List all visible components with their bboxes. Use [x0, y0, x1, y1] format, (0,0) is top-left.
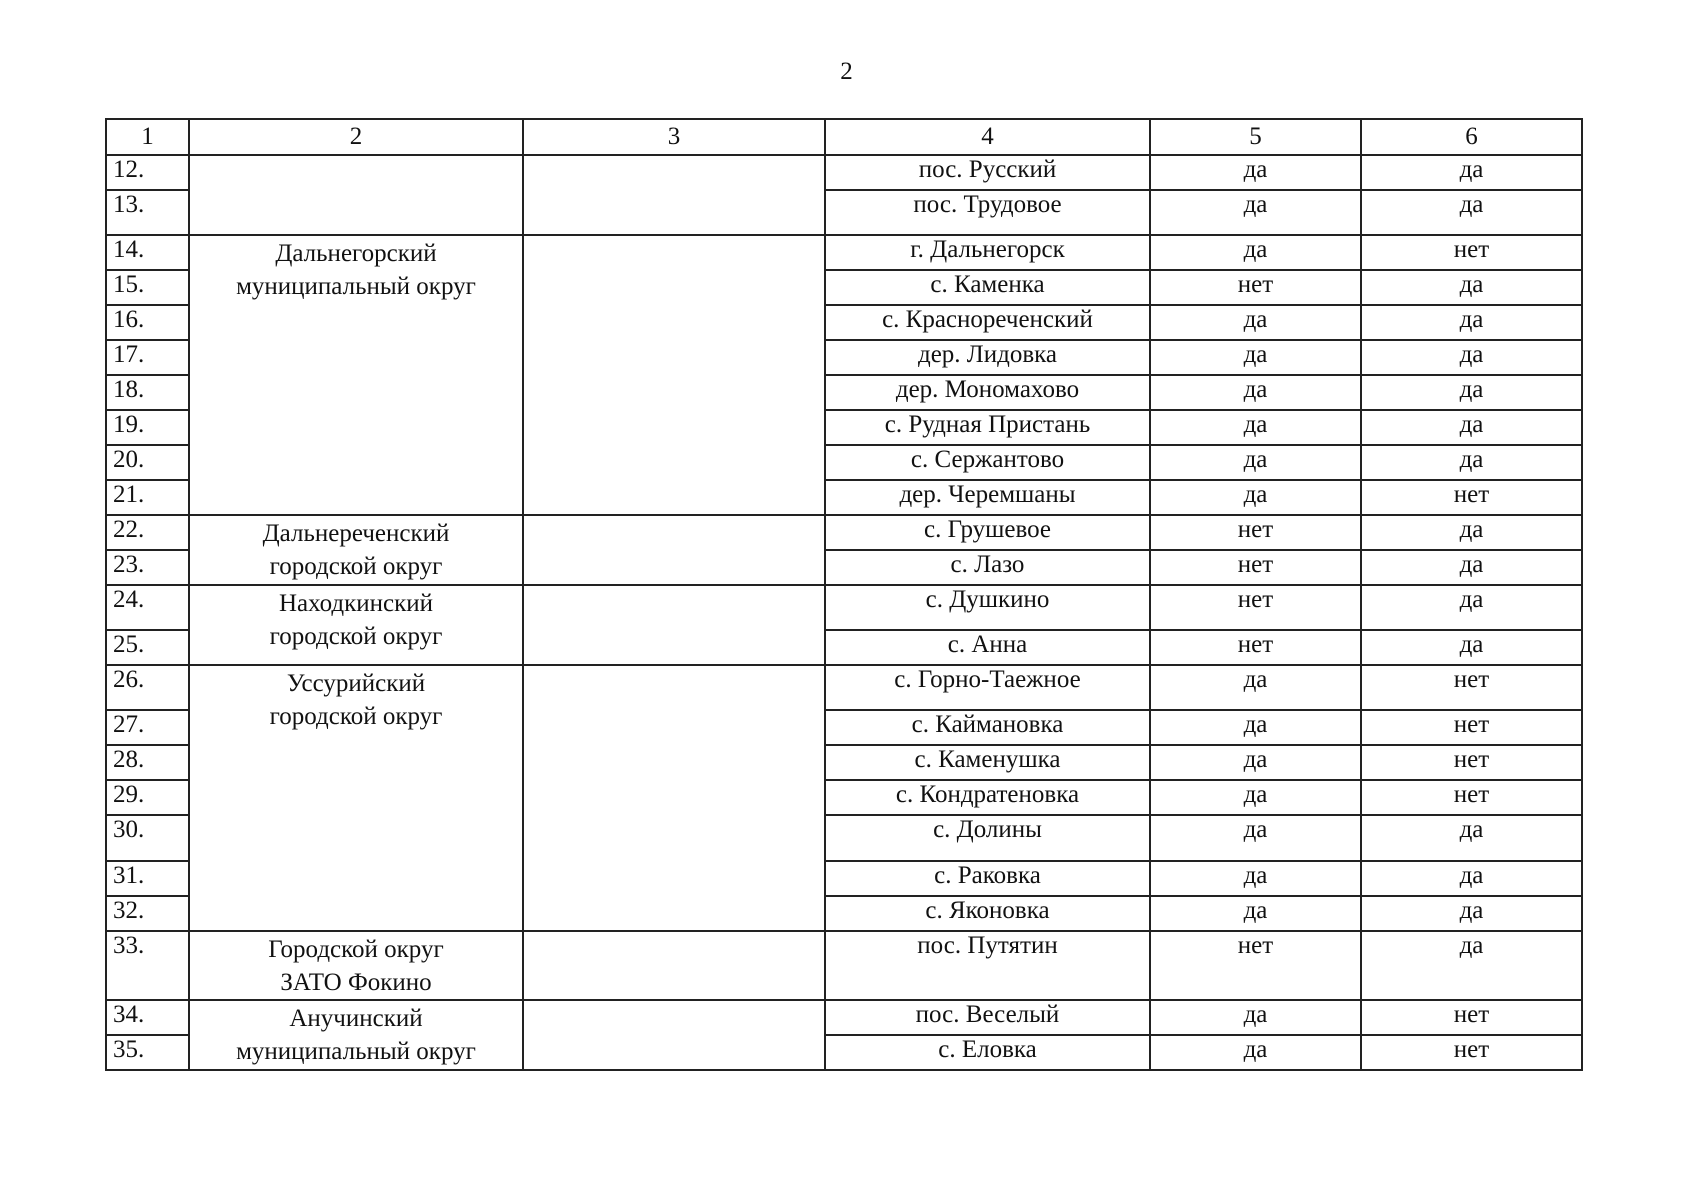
col5-cell: нет [1150, 630, 1361, 665]
row-number: 13. [106, 190, 189, 235]
col6-cell: да [1361, 375, 1582, 410]
row-number: 23. [106, 550, 189, 585]
col6-cell: да [1361, 515, 1582, 550]
empty-cell [523, 515, 825, 585]
col5-cell: да [1150, 235, 1361, 270]
col5-cell: да [1150, 305, 1361, 340]
col5-cell: да [1150, 710, 1361, 745]
row-number: 28. [106, 745, 189, 780]
col5-cell: нет [1150, 270, 1361, 305]
col6-cell: нет [1361, 480, 1582, 515]
row-number: 20. [106, 445, 189, 480]
col6-cell: нет [1361, 235, 1582, 270]
settlement-cell: с. Долины [825, 815, 1150, 861]
table-row [106, 931, 1582, 1000]
district-cell [189, 585, 523, 665]
col5-cell: да [1150, 375, 1361, 410]
col5-cell: да [1150, 410, 1361, 445]
row-number: 12. [106, 155, 189, 190]
col5-cell: да [1150, 155, 1361, 190]
row-number: 22. [106, 515, 189, 550]
header-cell-4: 4 [825, 119, 1150, 155]
col6-cell: нет [1361, 745, 1582, 780]
settlement-cell: пос. Русский [825, 155, 1150, 190]
col5-cell: да [1150, 445, 1361, 480]
header-cell-3: 3 [523, 119, 825, 155]
settlement-cell: с. Краснореченский [825, 305, 1150, 340]
settlement-cell: с. Раковка [825, 861, 1150, 896]
col5-cell: да [1150, 340, 1361, 375]
col6-cell: да [1361, 896, 1582, 931]
header-row [106, 119, 1582, 155]
col5-cell: нет [1150, 585, 1361, 630]
col5-cell: да [1150, 1000, 1361, 1035]
col6-cell: да [1361, 190, 1582, 235]
row-number: 34. [106, 1000, 189, 1035]
row-number: 32. [106, 896, 189, 931]
col5-cell: да [1150, 745, 1361, 780]
col5-cell: да [1150, 861, 1361, 896]
row-number: 29. [106, 780, 189, 815]
row-number: 18. [106, 375, 189, 410]
header-cell-1: 1 [106, 119, 189, 155]
col5-cell: да [1150, 896, 1361, 931]
settlement-cell: дер. Черемшаны [825, 480, 1150, 515]
district-line: Городской округ [268, 936, 444, 963]
page-number: 2 [840, 58, 853, 85]
row-number: 15. [106, 270, 189, 305]
settlement-cell: с. Душкино [825, 585, 1150, 630]
table-row [106, 155, 1582, 190]
header-cell-5: 5 [1150, 119, 1361, 155]
row-number: 24. [106, 585, 189, 630]
settlement-cell: с. Каменушка [825, 745, 1150, 780]
col6-cell: нет [1361, 1035, 1582, 1070]
row-number: 16. [106, 305, 189, 340]
district-line: Находкинский [278, 590, 434, 617]
district-line: муниципальный округ [236, 273, 476, 300]
row-number: 30. [106, 815, 189, 861]
col5-cell: да [1150, 1035, 1361, 1070]
col6-cell: нет [1361, 665, 1582, 710]
empty-cell [523, 235, 825, 515]
empty-cell [523, 155, 825, 235]
col6-cell: да [1361, 340, 1582, 375]
settlement-cell: с. Анна [825, 630, 1150, 665]
empty-cell [523, 1000, 825, 1070]
settlement-cell: с. Сержантово [825, 445, 1150, 480]
table-row [106, 1000, 1582, 1035]
row-number: 14. [106, 235, 189, 270]
col6-cell: да [1361, 410, 1582, 445]
district-cell [189, 235, 523, 515]
district-line: городской округ [269, 553, 443, 580]
col5-cell: да [1150, 190, 1361, 235]
settlement-cell: с. Горно-Таежное [825, 665, 1150, 710]
row-number: 31. [106, 861, 189, 896]
district-line: городской округ [269, 623, 443, 650]
row-number: 33. [106, 931, 189, 1000]
col6-cell: да [1361, 630, 1582, 665]
settlement-cell: с. Лазо [825, 550, 1150, 585]
district-line: Дальнегорский [275, 240, 437, 267]
district-line: муниципальный округ [236, 1038, 476, 1065]
settlement-cell: с. Кондратеновка [825, 780, 1150, 815]
table-row [106, 665, 1582, 710]
settlement-cell: пос. Путятин [825, 931, 1150, 1000]
district-cell [189, 665, 523, 931]
header-cell-6: 6 [1361, 119, 1582, 155]
settlement-cell: с. Грушевое [825, 515, 1150, 550]
row-number: 21. [106, 480, 189, 515]
col5-cell: нет [1150, 931, 1361, 1000]
col6-cell: да [1361, 155, 1582, 190]
col6-cell: да [1361, 550, 1582, 585]
settlement-cell: дер. Мономахово [825, 375, 1150, 410]
settlements-table [105, 118, 1583, 1071]
row-number: 26. [106, 665, 189, 710]
district-cell [189, 515, 523, 585]
table-row [106, 515, 1582, 550]
table-row [106, 585, 1582, 630]
col6-cell: да [1361, 445, 1582, 480]
col6-cell: нет [1361, 710, 1582, 745]
col6-cell: да [1361, 270, 1582, 305]
row-number: 35. [106, 1035, 189, 1070]
row-number: 17. [106, 340, 189, 375]
settlement-cell: дер. Лидовка [825, 340, 1150, 375]
col6-cell: нет [1361, 780, 1582, 815]
district-line: Анучинский [289, 1005, 423, 1032]
table-row [106, 235, 1582, 270]
settlement-cell: с. Рудная Пристань [825, 410, 1150, 445]
district-line: городской округ [269, 703, 443, 730]
col5-cell: да [1150, 815, 1361, 861]
district-line: ЗАТО Фокино [280, 969, 432, 996]
col6-cell: да [1361, 861, 1582, 896]
settlement-cell: с. Яконовка [825, 896, 1150, 931]
header-cell-2: 2 [189, 119, 523, 155]
row-number: 27. [106, 710, 189, 745]
settlement-cell: с. Каменка [825, 270, 1150, 305]
col5-cell: нет [1150, 515, 1361, 550]
empty-cell [523, 931, 825, 1000]
settlement-cell: с. Еловка [825, 1035, 1150, 1070]
district-cell [189, 1000, 523, 1070]
col6-cell: нет [1361, 1000, 1582, 1035]
col6-cell: да [1361, 931, 1582, 1000]
district-cell [189, 155, 523, 235]
col5-cell: нет [1150, 550, 1361, 585]
district-cell [189, 931, 523, 1000]
col5-cell: да [1150, 780, 1361, 815]
settlement-cell: с. Каймановка [825, 710, 1150, 745]
col6-cell: да [1361, 305, 1582, 340]
col5-cell: да [1150, 480, 1361, 515]
col6-cell: да [1361, 585, 1582, 630]
row-number: 19. [106, 410, 189, 445]
settlement-cell: пос. Трудовое [825, 190, 1150, 235]
empty-cell [523, 585, 825, 665]
settlement-cell: пос. Веселый [825, 1000, 1150, 1035]
district-line: Уссурийский [286, 670, 426, 697]
district-line: Дальнереченский [262, 520, 450, 547]
settlement-cell: г. Дальнегорск [825, 235, 1150, 270]
empty-cell [523, 665, 825, 931]
row-number: 25. [106, 630, 189, 665]
col5-cell: да [1150, 665, 1361, 710]
col6-cell: да [1361, 815, 1582, 861]
